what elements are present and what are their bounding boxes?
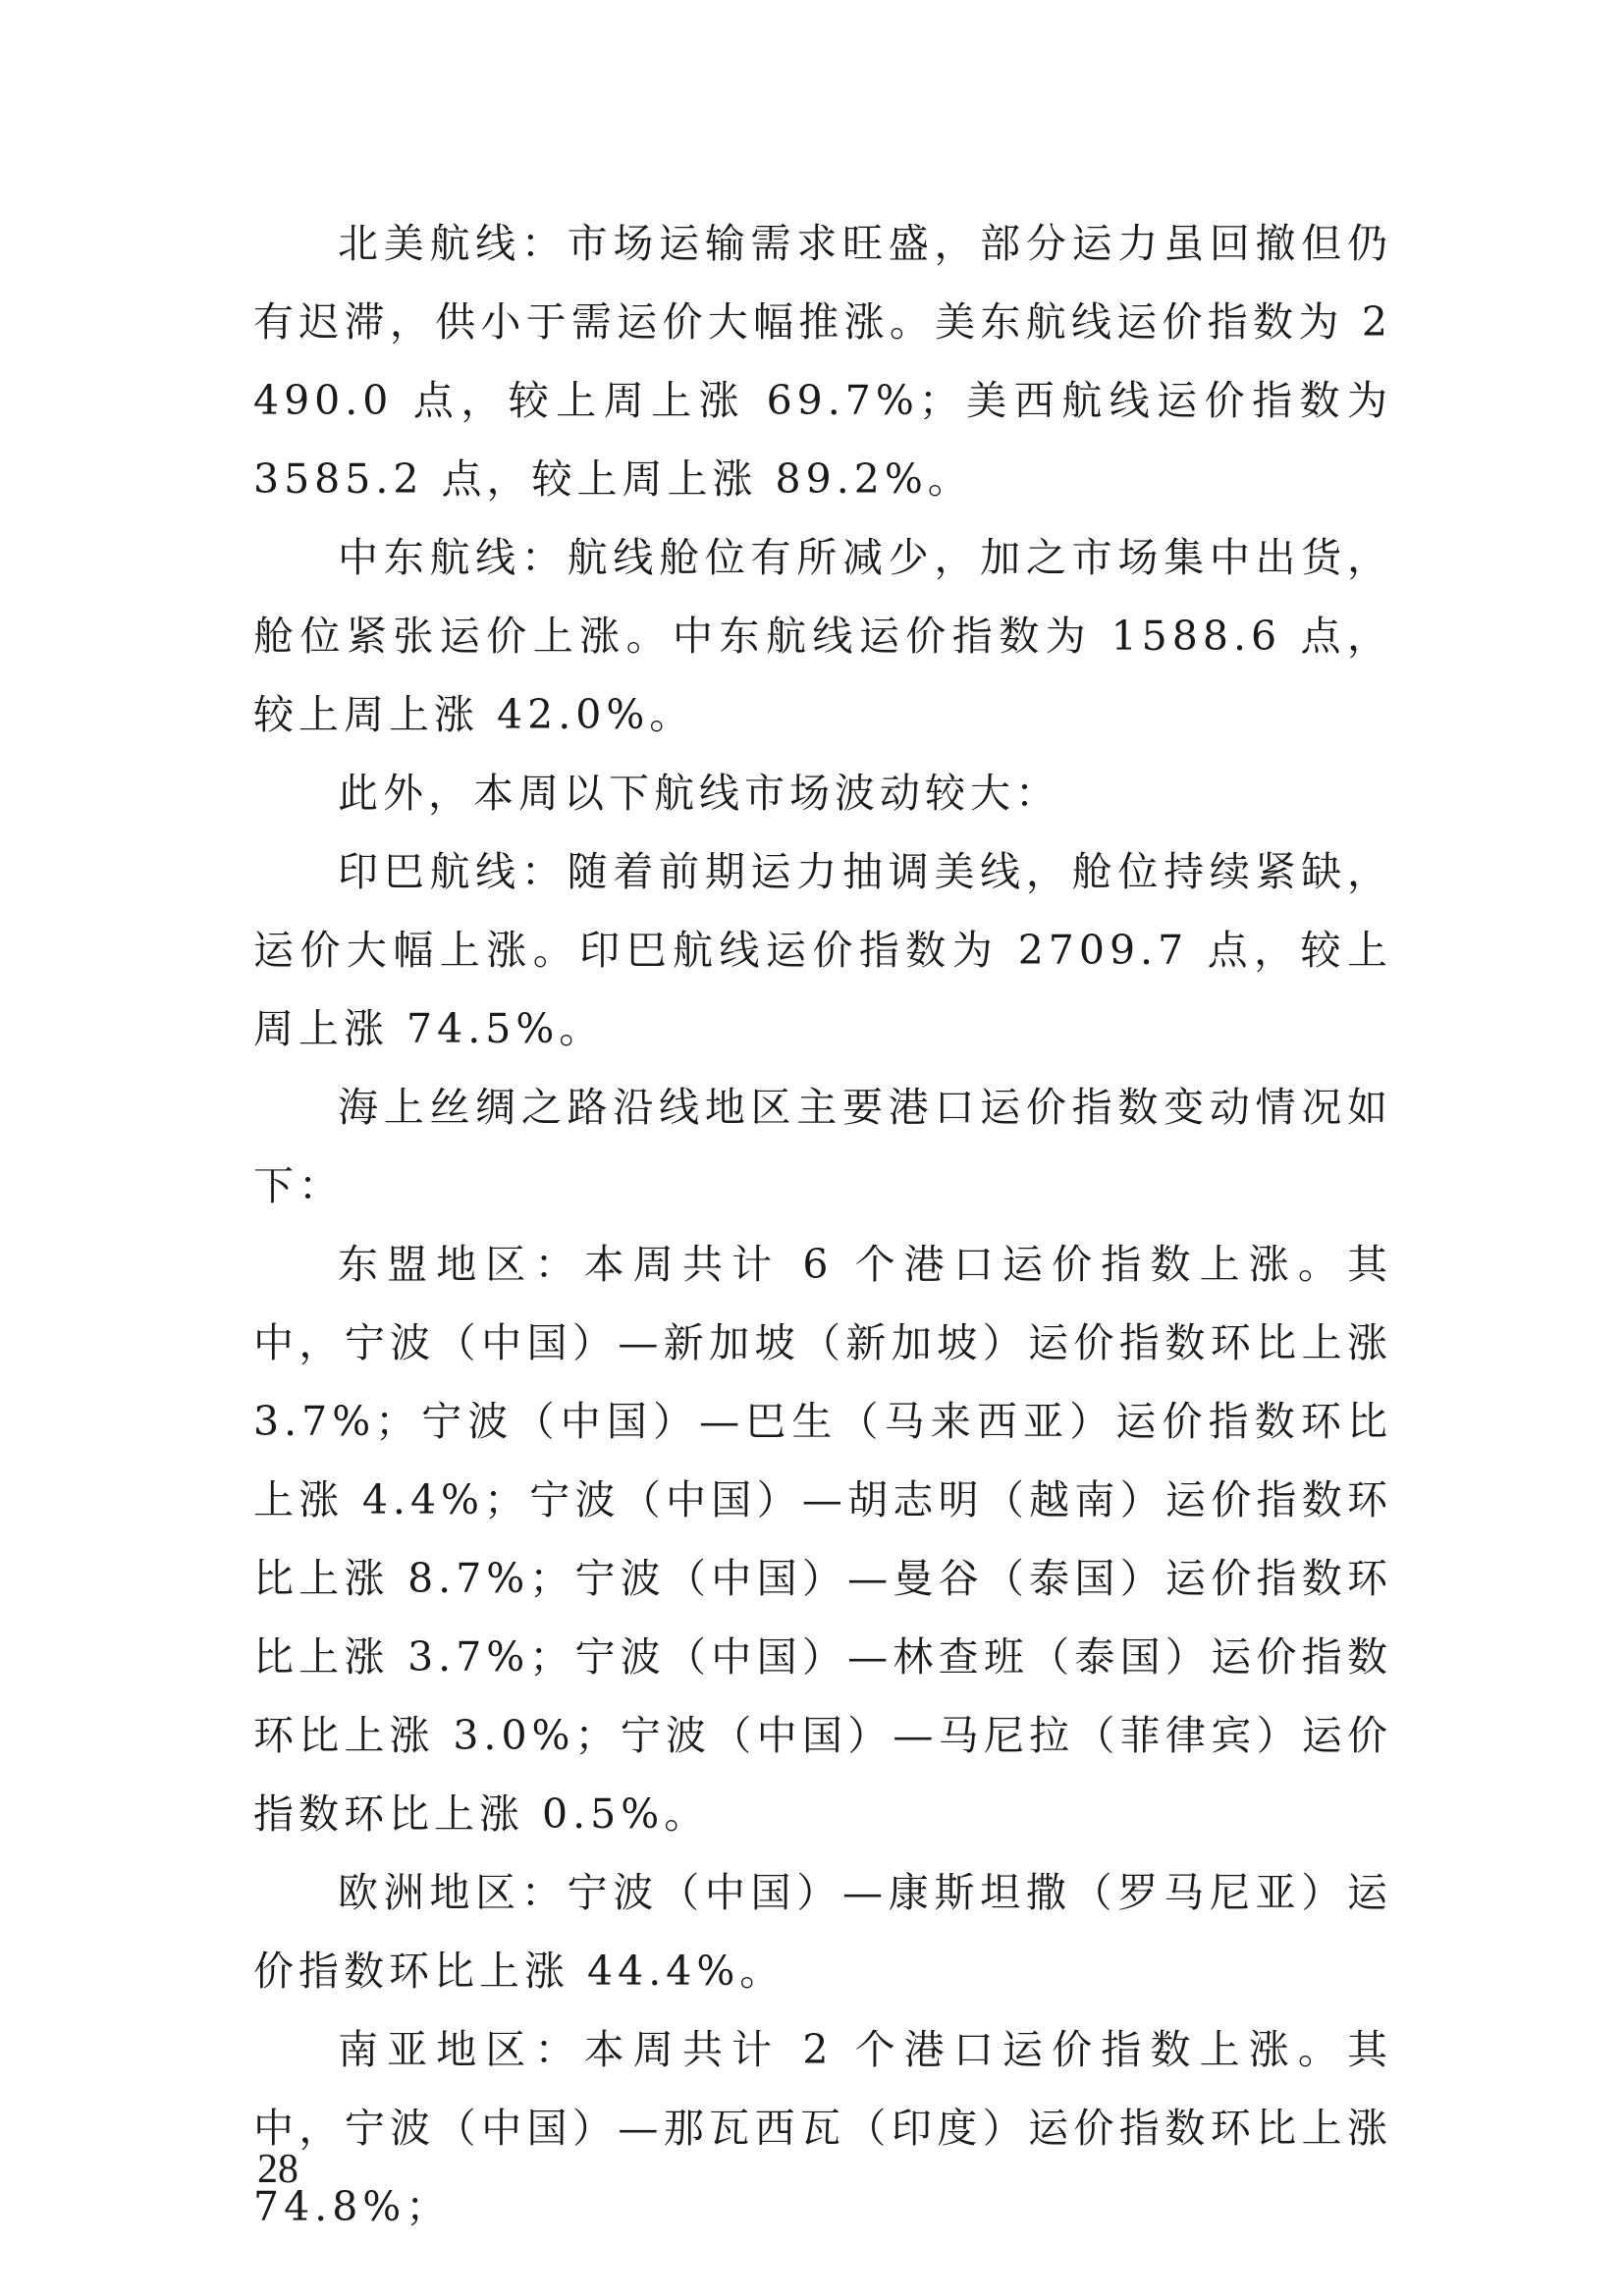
page-number: 28 — [257, 2147, 298, 2192]
paragraph-south-asia-region: 南亚地区：本周共计 2 个港口运价指数上涨。其中，宁波（中国）—那瓦西瓦（印度）运价指数环比上涨 74.8%； — [253, 2026, 1392, 2230]
paragraph-volatile-routes-intro: 此外，本周以下航线市场波动较大： — [338, 770, 1060, 817]
paragraph-europe-region: 欧洲地区：宁波（中国）—康斯坦撒（罗马尼亚）运价指数环比上涨 44.4%。 — [253, 1869, 1392, 1995]
paragraph-india-pakistan-route: 印巴航线：随着前期运力抽调美线，舱位持续紧缺，运价大幅上涨。印巴航线运价指数为 2709.7 点，较上周上涨 74.5%。 — [253, 848, 1392, 1052]
paragraph-north-america-route: 北美航线：市场运输需求旺盛，部分运力虽回撤但仍有迟滞，供小于需运价大幅推涨。美东航线运价指数为 2490.0 点，较上周上涨 69.7%；美西航线运价指数为 3585.2 点，较上周上涨 89.2%。 — [253, 220, 1392, 503]
document-body — [253, 204, 1392, 2246]
paragraph-maritime-silk-road-intro: 海上丝绸之路沿线地区主要港口运价指数变动情况如下： — [253, 1084, 1392, 1209]
paragraph-middle-east-route: 中东航线：航线舱位有所减少，加之市场集中出货，舱位紧张运价上涨。中东航线运价指数为 1588.6 点，较上周上涨 42.0%。 — [253, 534, 1392, 738]
paragraph-asean-region: 东盟地区：本周共计 6 个港口运价指数上涨。其中，宁波（中国）—新加坡（新加坡）运价指数环比上涨 3.7%；宁波（中国）—巴生（马来西亚）运价指数环比上涨 4.4%；宁波（中国）—胡志明（越南）运价指数环比上涨 8.7%；宁波（中国）—曼谷（泰国）运价指数环比上涨 3.7%；宁波（中国）—林查班（泰国）运价指数环比上涨 3.0%；宁波（中国）—马尼拉（菲律宾）运价指数环比上涨 0.5%。 — [253, 1241, 1392, 1838]
